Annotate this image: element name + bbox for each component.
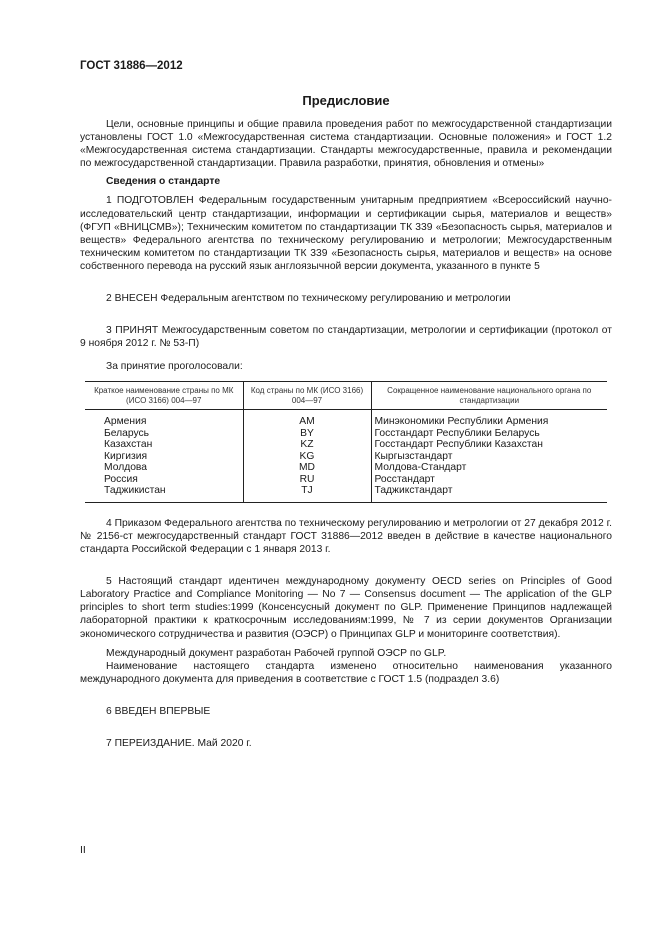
voting-table [85, 381, 607, 503]
table-row [85, 474, 607, 486]
code-cell: KZ [243, 439, 371, 451]
table-header-body: Сокращенное наименование национального органа по стандартизации [371, 382, 607, 410]
body-cell: Молдова-Стандарт [371, 462, 607, 474]
code-cell: MD [243, 462, 371, 474]
info-heading: Сведения о стандарте [106, 176, 221, 188]
item-name-changed: Наименование настоящего стандарта изменено относительно наименования указанного международного документа для приведения в соответствие с ГОСТ 1.5 (подраздел 3.6) [80, 660, 612, 685]
body-cell: Кыргызстандарт [371, 451, 607, 463]
body-cell: Госстандарт Республики Беларусь [371, 428, 607, 440]
country-cell: Беларусь [104, 427, 150, 439]
table-row [85, 428, 607, 440]
table-header-country: Краткое наименование страны по МК (ИСО 3166) 004—97 [85, 382, 243, 410]
table-row [85, 410, 607, 428]
code-cell: TJ [243, 485, 371, 502]
table-header-code: Код страны по МК (ИСО 3166) 004—97 [243, 382, 371, 410]
document-header: ГОСТ 31886—2012 [80, 60, 183, 72]
body-cell: Минэкономики Республики Армения [371, 410, 607, 428]
table-header-row [85, 382, 607, 410]
table-row [85, 439, 607, 451]
item-reissue: 7 ПЕРЕИЗДАНИЕ. Май 2020 г. [106, 738, 252, 750]
code-cell: RU [243, 474, 371, 486]
code-cell: KG [243, 451, 371, 463]
item-first-time: 6 ВВЕДЕН ВПЕРВЫЕ [106, 705, 211, 717]
item-developed-by: Международный документ разработан Рабочей группой ОЭСР по GLP. [106, 647, 447, 659]
code-cell: BY [243, 428, 371, 440]
country-cell: Россия [104, 473, 138, 485]
item-introduced: 2 ВНЕСЕН Федеральным агентством по техническому регулированию и метрологии [106, 293, 511, 305]
intro-paragraph: Цели, основные принципы и общие правила проведения работ по межгосударственной стандартизации установлены ГОСТ 1.0 «Межгосударственная система стандартизации. Основные положения» и ГОСТ 1.2 «Межгосударственная система стандартизации. Стандарты межгосударственные, правила и рекомендации по межгосударственной стандартизации. Правила разработки, принятия, обновления и отмены» [80, 119, 612, 170]
country-cell: Армения [104, 416, 147, 428]
page-number: II [80, 844, 86, 856]
table-row [85, 462, 607, 474]
item-identical: 5 Настоящий стандарт идентичен международному документу OECD series on Principles of Good Laboratory Practice and Compliance Monitoring — No 7 — Consensus document — The application of the GLP principles to short term studies:1999 (Консенсусный документ по GLP. Применение Принципов надлежащей лабораторной практики к краткосрочным исследованиям:1999, № 7 из серии документов Организации экономического сотрудничества и развития (ОЭСР) о Принципах GLP и мониторинге соответствия). [80, 576, 612, 640]
body-cell: Росстандарт [371, 474, 607, 486]
item-prepared: 1 ПОДГОТОВЛЕН Федеральным государственным унитарным предприятием «Всероссийский научно-исследовательский центр стандартизации, информации и сертификации сырья, материалов и веществ» (ФГУП «ВНИЦСМВ»); Техническим комитетом по стандартизации ТК 339 «Безопасность сырья, материалов и веществ» Федерального агентства по техническому регулированию и метрологии; Межгосударственным техническим комитетом по стандартизации ТК 339 «Безопасность сырья, материалов и веществ» на основе собственного перевода на русский язык англоязычной версии документа, указанного в пункте 5 [80, 195, 612, 272]
table-row [85, 485, 607, 502]
country-cell: Казахстан [104, 439, 153, 451]
page-title: Предисловие [302, 93, 390, 108]
item-order: 4 Приказом Федерального агентства по техническому регулированию и метрологии от 27 декабря 2012 г. № 2156-ст межгосударственный стандарт ГОСТ 31886—2012 введен в действие в качестве национального стандарта Российской Федерации с 1 января 2013 г. [80, 517, 612, 556]
country-cell: Киргизия [104, 450, 148, 462]
voted-label: За принятие проголосовали: [106, 361, 243, 373]
country-cell: Молдова [104, 462, 148, 474]
country-cell: Таджикистан [85, 485, 243, 502]
body-cell: Таджикстандарт [371, 485, 607, 502]
item-adopted: 3 ПРИНЯТ Межгосударственным советом по стандартизации, метрологии и сертификации (протокол от 9 ноября 2012 г. № 53-П) [80, 325, 612, 350]
body-cell: Госстандарт Республики Казахстан [371, 439, 607, 451]
table-row [85, 451, 607, 463]
document-body [80, 118, 612, 750]
code-cell: AM [243, 410, 371, 428]
